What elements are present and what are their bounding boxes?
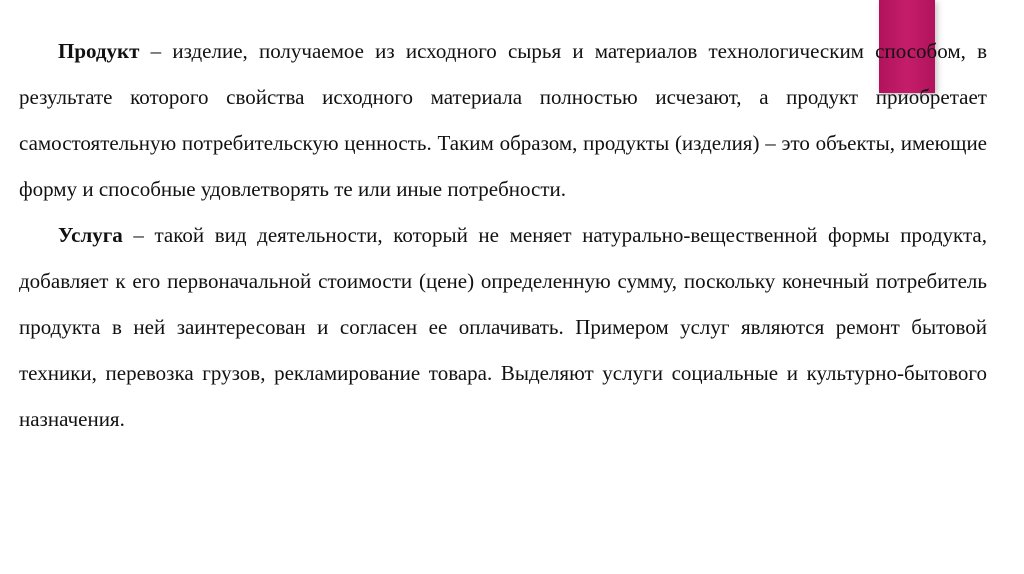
term-service: Услуга <box>58 223 123 247</box>
term-product: Продукт <box>58 39 140 63</box>
slide-body <box>19 28 987 442</box>
definition-service: – такой вид деятельности, который не меняет натурально-вещественной формы продукта, добавляет к его первоначальной стоимости (цене) определенную сумму, поскольку конечный потребитель продукта в ней заинтересован и согласен ее оплачивать. Примером услуг являются ремонт бытовой техники, перевозка грузов, рекламирование товара. Выделяют услуги социальные и культурно-бытового назначения. <box>19 223 987 431</box>
definition-product: – изделие, получаемое из исходного сырья и материалов технологическим способом, в результате которого свойства исходного материала полностью исчезают, а продукт приобретает самостоятельную потребительскую ценность. Таким образом, продукты (изделия) – это объекты, имеющие форму и способные удовлетворять те или иные потребности. <box>19 39 987 201</box>
paragraph-product <box>19 28 987 212</box>
paragraph-service <box>19 212 987 442</box>
